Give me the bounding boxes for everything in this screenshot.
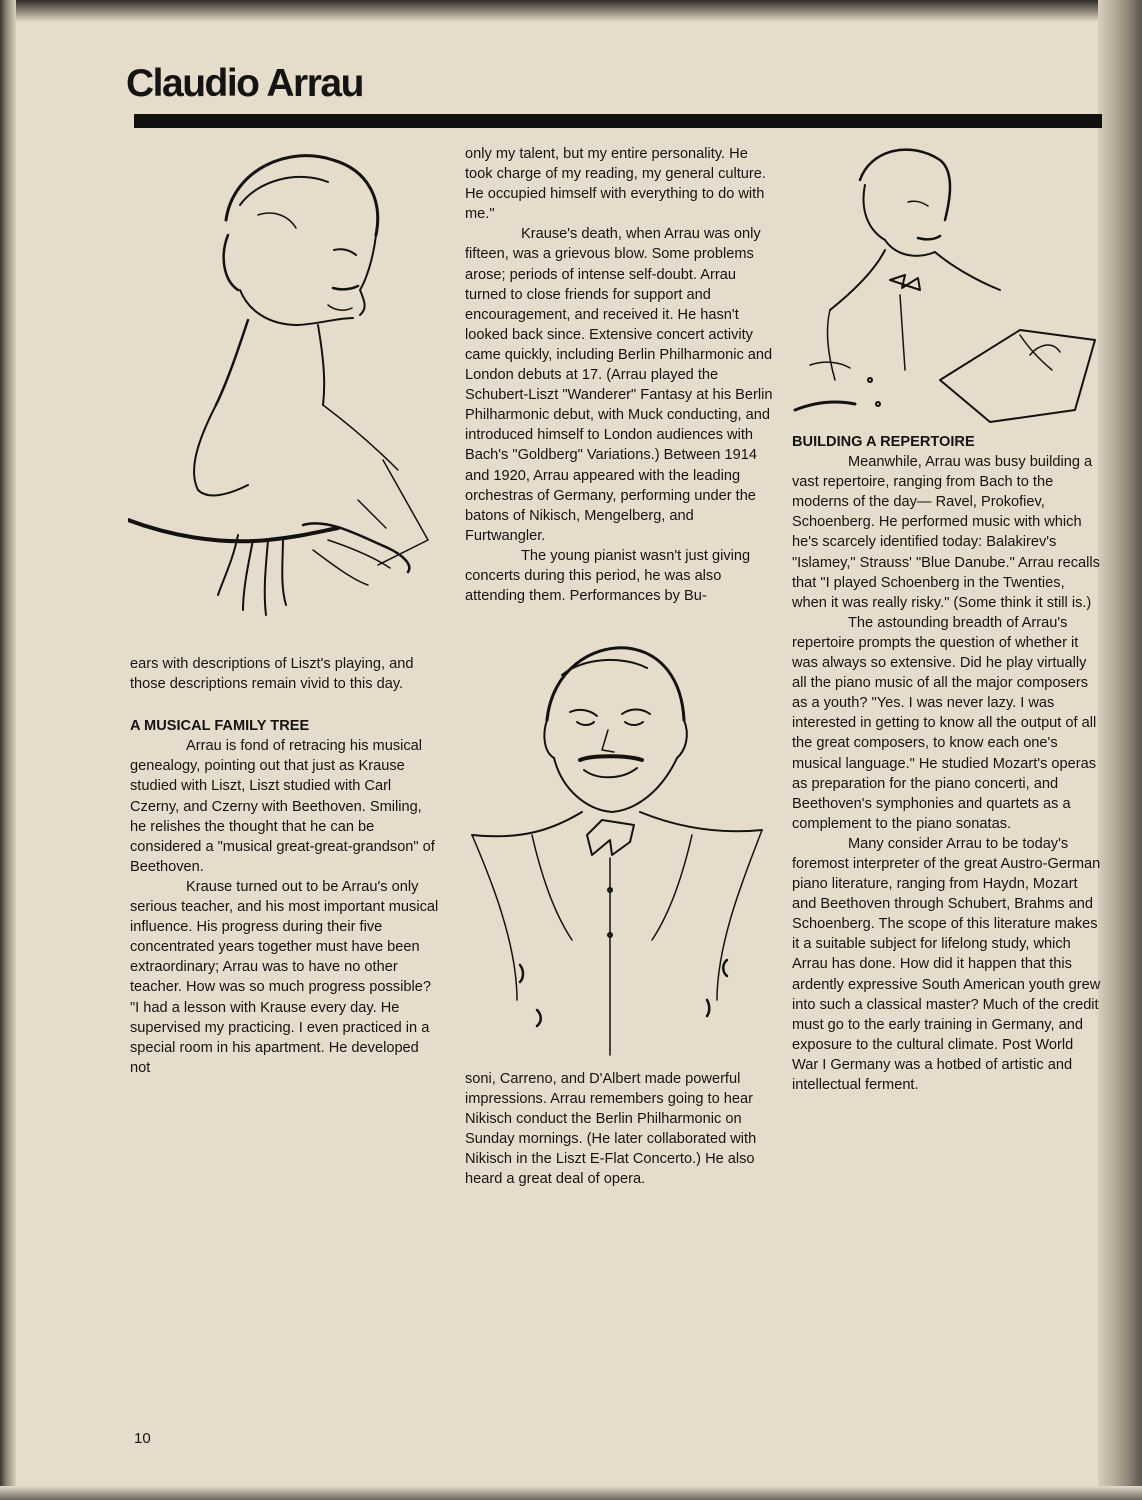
column3-paragraph-2: The astounding breadth of Arrau's repertoire prompts the question of whether it was always so extensive. Did he play virtually all the piano music of all the major composers as a youth? "Yes. I was never lazy. I was interested in getting to know all the output of all the great composers, to know each one's musical language." He studied Mozart's operas as preparation for the piano concerti, and Beethoven's symphonies and quartets as a complement to the piano sonatas. xyxy=(792,614,1097,832)
sketch-pianist-score xyxy=(790,140,1102,425)
column-3-text xyxy=(792,432,1102,1095)
title-rule xyxy=(134,114,1102,128)
sketch-pianist-hands xyxy=(128,140,443,640)
page-number: 10 xyxy=(134,1430,151,1447)
section-heading-repertoire: BUILDING A REPERTOIRE xyxy=(792,434,975,450)
section-heading-family-tree: A MUSICAL FAMILY TREE xyxy=(130,718,310,735)
page-fold-edge xyxy=(1098,0,1142,1500)
column2-paragraph-1: only my talent, but my entire personality. He took charge of my reading, my general culture. He occupied himself with everything to do with me." xyxy=(465,146,766,223)
column3-paragraph-1: Meanwhile, Arrau was busy building a vast repertoire, ranging from Bach to the moderns of the day— Ravel, Prokofiev, Schoenberg. He performed music with which he's scarcely identified today: Balakirev's "Islamey," Strauss' "Blue Danube." Arrau recalls that "I played Schoenberg in the Twenties, when it was really risky." (Some think it still is.) xyxy=(792,454,1100,611)
column3-paragraph-3: Many consider Arrau to be today's foremost interpreter of the great Austro-German piano literature, ranging from Haydn, Mozart and Beethoven through Schubert, Brahms and Schoenberg. The scope of this literature makes it a suitable subject for lifelong study, which Arrau has done. How did it happen that this ardently expressive South American youth grew into such a classical master? Much of the credit must go to the early training in Germany, and exposure to the cultural climate. Post World War I Germany was a hotbed of artistic and intellectual ferment. xyxy=(792,835,1101,1093)
column-1-text xyxy=(130,654,440,1078)
page-top-edge xyxy=(0,0,1142,22)
column1-paragraph-3: Krause turned out to be Arrau's only serious teacher, and his most important musical influence. His progress during their five concentrated years together must have been extraordinary; Arrau was to have no other teacher. How was so much progress possible? "I had a lesson with Krause every day. He supervised my practicing. I even practiced in a special room in his apartment. He developed not xyxy=(130,878,439,1076)
column-2-text-bottom xyxy=(465,1069,777,1190)
article-title: Claudio Arrau xyxy=(126,62,363,105)
page-bottom-edge xyxy=(0,1486,1142,1500)
column2-paragraph-2: Krause's death, when Arrau was only fifteen, was a grievous blow. Some problems arose; periods of intense self-doubt. Arrau turned to close friends for support and encouragement, and received it. He hasn't looked back since. Extensive concert activity came quickly, including Berlin Philharmonic and London debuts at 17. (Arrau played the Schubert-Liszt "Wanderer" Fantasy at his Berlin Philharmonic debut, with Muck conducting, and introduced himself to London audiences with Bach's "Goldberg" Variations.) Between 1914 and 1920, Arrau appeared with the leading orchestras of Germany, performing under the batons of Nikisch, Mengelberg, and Furtwangler. xyxy=(465,226,773,544)
column2-paragraph-4: soni, Carreno, and D'Albert made powerful impressions. Arrau remembers going to hear Nikisch conduct the Berlin Philharmonic on Sunday mornings. (He later collaborated with Nikisch in the Liszt E-Flat Concerto.) He also heard a great deal of opera. xyxy=(465,1071,757,1188)
column1-paragraph-1: ears with descriptions of Liszt's playing, and those descriptions remain vivid to this day. xyxy=(130,656,414,693)
page-binding-edge xyxy=(0,0,16,1500)
column1-paragraph-2: Arrau is fond of retracing his musical genealogy, pointing out that just as Krause studied with Liszt, Liszt studied with Carl Czerny, and Czerny with Beethoven. Smiling, he relishes the thought that he can be considered a "musical great-great-grandson" of Beethoven. xyxy=(130,738,435,875)
sketch-pianist-portrait xyxy=(462,640,767,1060)
column-2-text-top xyxy=(465,144,775,606)
column2-paragraph-3: The young pianist wasn't just giving concerts during this period, he was also attending them. Performances by Bu- xyxy=(465,547,751,605)
